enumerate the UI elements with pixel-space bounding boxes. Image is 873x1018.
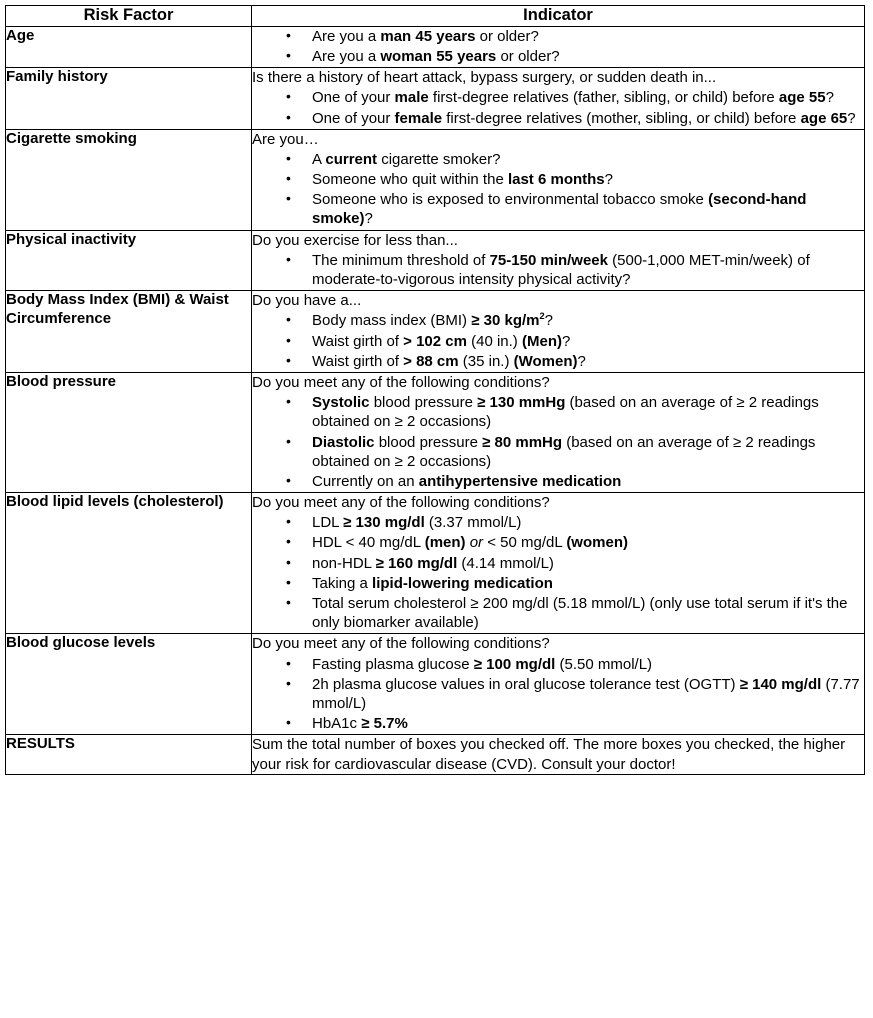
indicator-lead-in: Do you meet any of the following conditions? <box>252 494 550 512</box>
table-header-row <box>6 6 865 27</box>
indicator-bullet-item: • 2h plasma glucose values in oral glucose tolerance test (OGTT) ≥ 140 mg/dl (7.77 mmol/L) <box>252 675 864 713</box>
indicator-bullet-item: • Total serum cholesterol ≥ 200 mg/dl (5.18 mmol/L) (only use total serum if it's the only biomarker available) <box>252 594 864 632</box>
indicator-bullet-item: • HbA1c ≥ 5.7% <box>252 714 864 733</box>
indicator-bullet-item: • One of your female first-degree relatives (mother, sibling, or child) before age 65? <box>252 109 864 128</box>
indicator-bullet-item: • Someone who quit within the last 6 months? <box>252 170 864 189</box>
indicator-bullet-item: • A current cigarette smoker? <box>252 150 864 169</box>
indicator-bullet-item: • Are you a man 45 years or older? <box>252 27 864 46</box>
table-row <box>6 129 865 230</box>
indicator-cell <box>252 634 865 735</box>
indicator-bullet-list <box>252 88 864 127</box>
indicator-bullet-list <box>252 150 864 229</box>
table-row <box>6 372 865 492</box>
indicator-bullet-list <box>252 27 864 66</box>
indicator-cell <box>252 230 865 291</box>
indicator-bullet-item: • One of your male first-degree relatives (father, sibling, or child) before age 55? <box>252 88 864 107</box>
risk-factor-label: Blood glucose levels <box>6 634 252 735</box>
risk-factor-label: Family history <box>6 68 252 130</box>
indicator-bullet-item: • Fasting plasma glucose ≥ 100 mg/dl (5.50 mmol/L) <box>252 655 864 674</box>
table-row <box>6 68 865 130</box>
cvd-risk-factor-table <box>5 5 865 775</box>
table-header <box>6 6 865 27</box>
indicator-bullet-item: • Waist girth of > 88 cm (35 in.) (Women)? <box>252 352 864 371</box>
indicator-lead-in: Are you… <box>252 130 319 148</box>
column-header-risk-factor: Risk Factor <box>6 6 252 27</box>
risk-factor-label: Blood pressure <box>6 372 252 492</box>
indicator-lead-in: Is there a history of heart attack, bypass surgery, or sudden death in... <box>252 69 717 87</box>
table-row <box>6 493 865 634</box>
indicator-cell <box>252 129 865 230</box>
indicator-bullet-item: • The minimum threshold of 75-150 min/week (500-1,000 MET-min/week) of moderate-to-vigorous intensity physical activity? <box>252 251 864 289</box>
risk-factor-label: Blood lipid levels (cholesterol) <box>6 493 252 634</box>
indicator-bullet-item: • Currently on an antihypertensive medication <box>252 472 864 491</box>
indicator-lead-in: Do you meet any of the following conditions? <box>252 373 550 391</box>
indicator-bullet-item: • Systolic blood pressure ≥ 130 mmHg (based on an average of ≥ 2 readings obtained on ≥ 2 occasions) <box>252 393 864 431</box>
table-row <box>6 291 865 373</box>
indicator-bullet-item: • HDL < 40 mg/dL (men) or < 50 mg/dL (women) <box>252 533 864 552</box>
risk-factor-label: Cigarette smoking <box>6 129 252 230</box>
indicator-cell <box>252 493 865 634</box>
indicator-cell <box>252 68 865 130</box>
indicator-bullet-item: • Body mass index (BMI) ≥ 30 $kg/m^2$? <box>252 311 864 330</box>
table-body <box>6 26 865 775</box>
table-row <box>6 230 865 291</box>
risk-factor-label: Body Mass Index (BMI) & Waist Circumference <box>6 291 252 373</box>
indicator-cell <box>252 372 865 492</box>
indicator-bullet-list <box>252 393 864 491</box>
indicator-lead-in: Do you exercise for less than... <box>252 231 458 249</box>
indicator-bullet-item: • Taking a lipid-lowering medication <box>252 574 864 593</box>
indicator-bullet-item: • Diastolic blood pressure ≥ 80 mmHg (based on an average of ≥ 2 readings obtained on ≥ 2 occasions) <box>252 433 864 471</box>
table-row <box>6 26 865 67</box>
indicator-bullet-item: • Waist girth of > 102 cm (40 in.) (Men)? <box>252 332 864 351</box>
indicator-bullet-item: • Someone who is exposed to environmental tobacco smoke (second-hand smoke)? <box>252 190 864 228</box>
table-row <box>6 735 865 775</box>
indicator-bullet-list <box>252 655 864 734</box>
risk-factor-label: RESULTS <box>6 735 252 775</box>
indicator-bullet-item: • non-HDL ≥ 160 mg/dl (4.14 mmol/L) <box>252 554 864 573</box>
risk-factor-label: Age <box>6 26 252 67</box>
indicator-bullet-list <box>252 311 864 371</box>
indicator-lead-in: Do you meet any of the following conditions? <box>252 635 550 653</box>
risk-factor-label: Physical inactivity <box>6 230 252 291</box>
indicator-bullet-item: • Are you a woman 55 years or older? <box>252 47 864 66</box>
indicator-cell <box>252 291 865 373</box>
indicator-lead-in: Do you have a... <box>252 292 362 310</box>
indicator-cell <box>252 26 865 67</box>
indicator-bullet-item: • LDL ≥ 130 mg/dl (3.37 mmol/L) <box>252 513 864 532</box>
indicator-cell <box>252 735 865 775</box>
results-description: Sum the total number of boxes you checked off. The more boxes you checked, the higher your risk for cardiovascular disease (CVD). Consult your doctor! <box>252 736 846 773</box>
column-header-indicator: Indicator <box>252 6 865 27</box>
indicator-bullet-list <box>252 513 864 632</box>
table-row <box>6 634 865 735</box>
indicator-bullet-list <box>252 251 864 289</box>
